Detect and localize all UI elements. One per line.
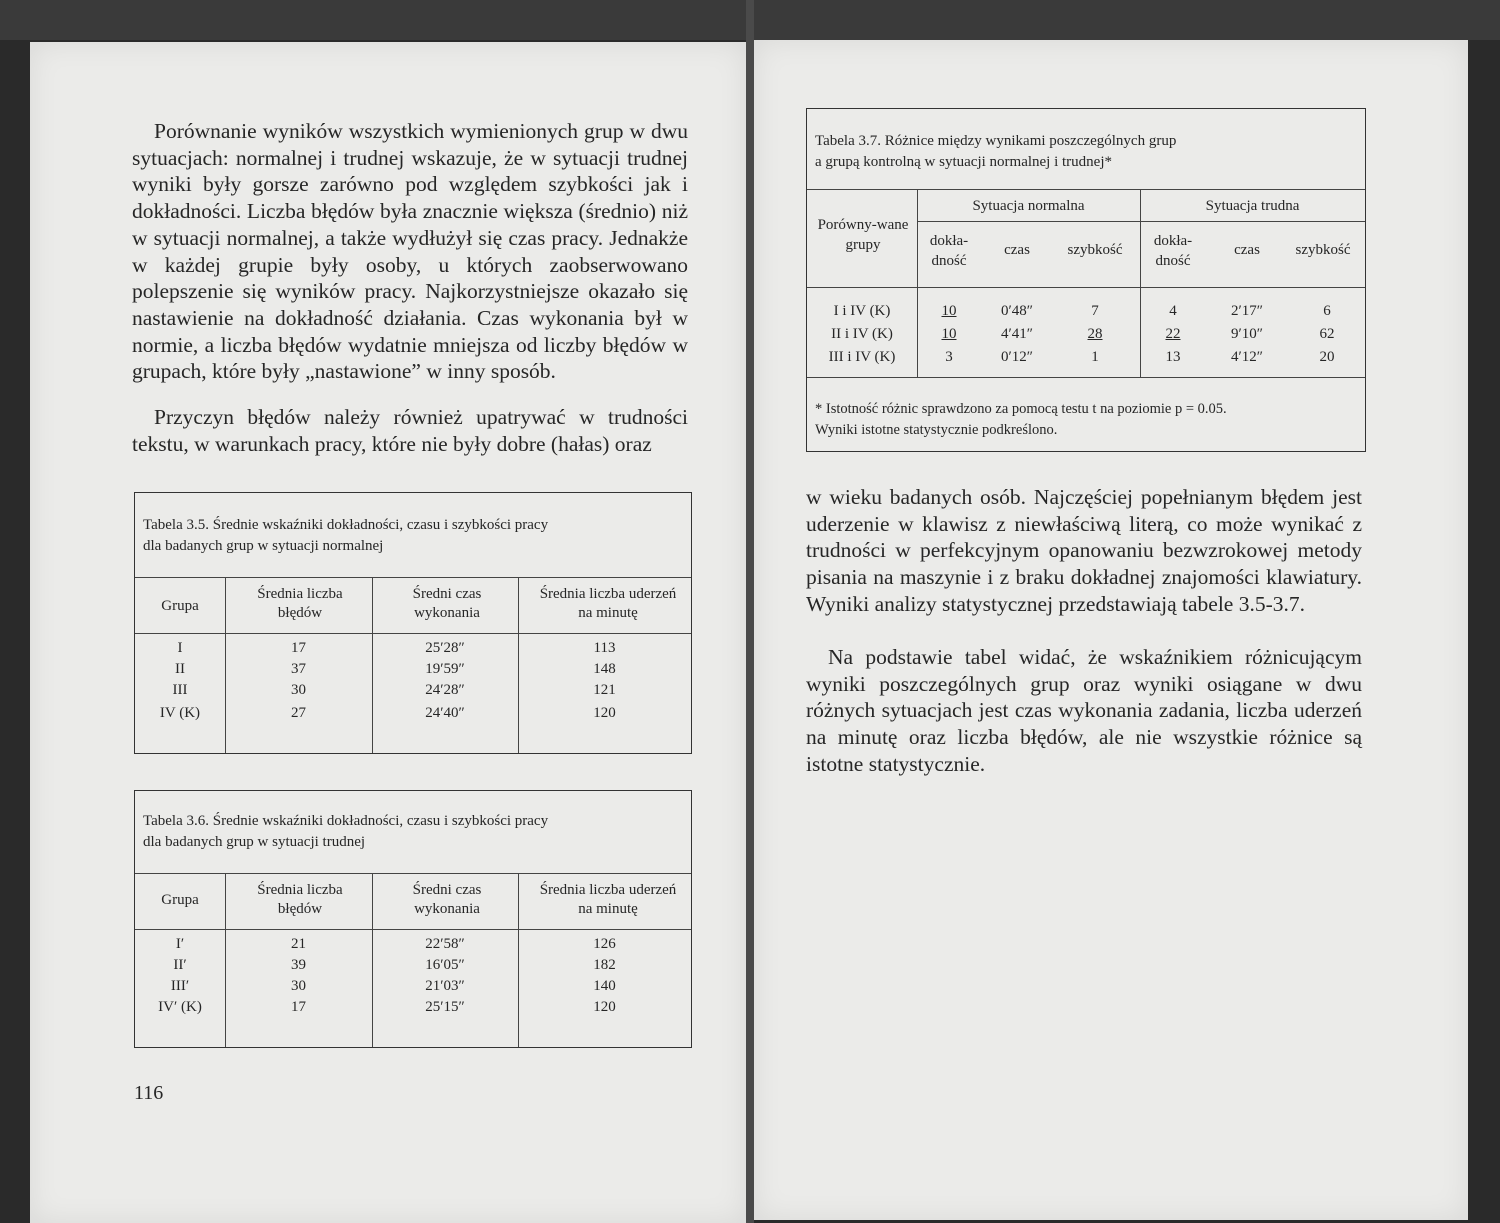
- table-row: I′: [175, 936, 185, 952]
- cell-value: 1: [1091, 349, 1099, 365]
- cell-value: 148: [593, 661, 616, 677]
- cell-value-significant: 10: [941, 303, 957, 319]
- cell-value: 24′40″: [425, 705, 465, 721]
- cell-value: 4′41″: [1000, 326, 1034, 342]
- subheader-time-normal: czas: [1004, 242, 1030, 258]
- header-group: Grupa: [161, 598, 199, 614]
- table-row: I: [177, 640, 183, 656]
- cell-value: 7: [1091, 303, 1099, 319]
- cell-value: 6: [1323, 303, 1331, 319]
- table-row: I i IV (K): [833, 303, 891, 319]
- cell-value: 0′48″: [1000, 303, 1034, 319]
- table-3-7-caption: Tabela 3.7. Różnice między wynikami poszczególnych grup a grupą kontrolną w sytuacji normalnej i trudnej*: [815, 133, 1177, 170]
- table-row: II: [175, 661, 185, 677]
- cell-value: 2′17″: [1230, 303, 1264, 319]
- subheader-accuracy-hard: dokła-dność: [1153, 233, 1193, 269]
- cell-value: 182: [593, 957, 616, 973]
- table-3-5: [134, 492, 692, 754]
- header-speed: Średnia liczba uderzeń na minutę: [539, 882, 677, 917]
- header-normal-situation: Sytuacja normalna: [972, 198, 1085, 214]
- table-row: IV′ (K): [158, 999, 202, 1015]
- header-group: Grupa: [161, 892, 199, 908]
- header-errors: Średnia liczba błędów: [257, 882, 343, 917]
- cell-value: 9′10″: [1230, 326, 1264, 342]
- cell-value: 30: [291, 978, 306, 994]
- right-paragraph-2: Na podstawie tabel widać, że wskaźnikiem różnicującym wyniki poszczególnych grup oraz wyniki osiągane w dwu różnych sytuacjach jest czas wykonania zadania, liczba uderzeń na minutę oraz liczba błędów, ale nie wszystkie różnice są istotne statystycznie.: [806, 645, 1362, 776]
- book-spine: [746, 0, 754, 1223]
- cell-value: 4: [1169, 303, 1177, 319]
- cell-value-significant: 22: [1165, 326, 1181, 342]
- cell-value: 17: [291, 999, 306, 1015]
- header-errors: Średnia liczba błędów: [257, 586, 343, 621]
- cell-value: 0′12″: [1000, 349, 1034, 365]
- table-3-7-footnote: * Istotność różnic sprawdzono za pomocą testu t na poziomie p = 0.05. Wyniki istotne statystycznie podkreślono.: [815, 401, 1227, 438]
- cell-value: 3: [945, 349, 953, 365]
- cell-value: 126: [593, 936, 616, 952]
- table-row: IV (K): [159, 705, 201, 721]
- subheader-speed-hard: szybkość: [1295, 242, 1351, 258]
- cell-value: 20: [1319, 349, 1335, 365]
- cell-value: 121: [593, 682, 616, 698]
- table-3-7: [806, 108, 1366, 452]
- header-time: Średni czas wykonania: [412, 882, 482, 917]
- cell-value: 21: [291, 936, 306, 952]
- table-3-5-caption: Tabela 3.5. Średnie wskaźniki dokładności, czasu i szybkości pracy dla badanych grup w sytuacji normalnej: [143, 517, 549, 554]
- left-paragraph-1: Porównanie wyników wszystkich wymienionych grup w dwu sytuacjach: normalnej i trudnej wskazuje, że w sytuacji trudnej wyniki były gorsze zarówno pod względem szybkości jak i dokładności. Liczba błędów była znacznie większa (średnio) niż w sytuacji normalnej, a także wydłużył się czas pracy. Jednakże w każdej grupie były osoby, u których zaobserwowano polepszenie się wyników pracy. Najkorzystniejsze okazało się nastawienie na dokładność działania. Czas wykonania był w normie, a liczba błędów wydatnie mniejsza od liczby błędów w grupach, które były „nastawione” w inny sposób.: [132, 119, 688, 384]
- subheader-speed-normal: szybkość: [1067, 242, 1123, 258]
- subheader-accuracy-normal: dokła-dność: [929, 233, 969, 269]
- header-compared-groups: Porówny-wane grupy: [817, 217, 909, 253]
- cell-value-significant: 10: [941, 326, 957, 342]
- cell-value: 13: [1165, 349, 1181, 365]
- header-hard-situation: Sytuacja trudna: [1205, 198, 1300, 214]
- cell-value: 19′59″: [425, 661, 465, 677]
- right-page: [754, 40, 1468, 1220]
- cell-value: 22′58″: [425, 936, 465, 952]
- cell-value: 21′03″: [425, 978, 465, 994]
- header-time: Średni czas wykonania: [412, 586, 482, 621]
- cell-value: 27: [291, 705, 306, 721]
- table-row: II i IV (K): [831, 326, 893, 342]
- table-3-6: [134, 790, 692, 1048]
- cell-value: 113: [593, 640, 616, 656]
- table-row: III i IV (K): [828, 349, 896, 365]
- cell-value: 30: [291, 682, 306, 698]
- left-paragraph-2: Przyczyn błędów należy również upatrywać w trudności tekstu, w warunkach pracy, które nie były dobre (hałas) oraz: [132, 405, 688, 456]
- table-3-6-caption: Tabela 3.6. Średnie wskaźniki dokładności, czasu i szybkości pracy dla badanych grup w sytuacji trudnej: [143, 813, 549, 850]
- left-page: [30, 42, 746, 1223]
- table-row: II′: [173, 957, 187, 973]
- cell-value: 17: [291, 640, 306, 656]
- table-row: III′: [170, 978, 190, 994]
- cell-value: 120: [593, 999, 616, 1015]
- cell-value: 62: [1319, 326, 1335, 342]
- cell-value: 4′12″: [1230, 349, 1264, 365]
- cell-value: 25′28″: [425, 640, 465, 656]
- header-speed: Średnia liczba uderzeń na minutę: [539, 586, 677, 621]
- cell-value: 16′05″: [425, 957, 465, 973]
- cell-value: 24′28″: [425, 682, 465, 698]
- page-number: 116: [134, 1082, 164, 1104]
- cell-value: 39: [291, 957, 306, 973]
- table-row: III: [172, 682, 188, 698]
- right-paragraph-1: w wieku badanych osób. Najczęściej popełnianym błędem jest uderzenie w klawisz z niewłaściwą literą, co może wynikać z trudności w perfekcyjnym opanowaniu bezwzrokowej metody pisania na maszynie i z braku dokładnej znajomości klawiatury. Wyniki analizy statystycznej przedstawiają tabele 3.5-3.7.: [806, 485, 1362, 616]
- cell-value: 140: [593, 978, 616, 994]
- cell-value-significant: 28: [1087, 326, 1103, 342]
- cell-value: 120: [593, 705, 616, 721]
- cell-value: 37: [291, 661, 306, 677]
- cell-value: 25′15″: [425, 999, 465, 1015]
- subheader-time-hard: czas: [1234, 242, 1260, 258]
